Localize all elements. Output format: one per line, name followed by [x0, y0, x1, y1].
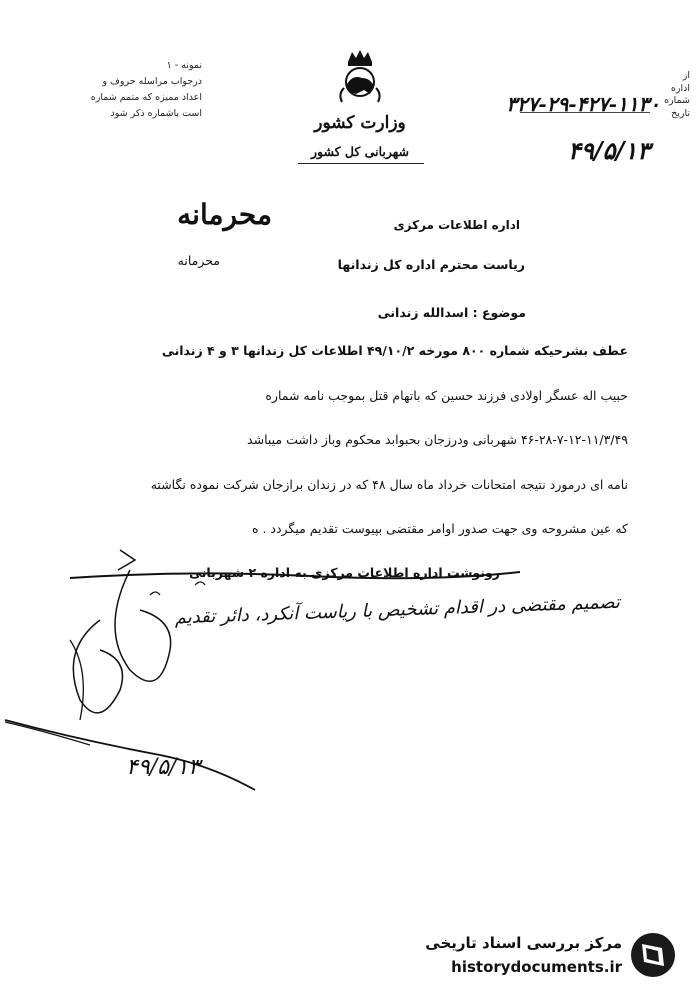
archive-logo-icon: [628, 930, 678, 980]
meta-label-from: از: [682, 70, 690, 81]
from-line: ریاست محترم اداره کل زندانها: [337, 257, 525, 272]
addressee: اداره اطلاعات مرکزی: [393, 218, 520, 232]
reference-date: ۴۹/۵/۱۳: [568, 136, 650, 165]
body-line: نامه ای درمورد نتیجه امتحانات خرداد ماه سال ۴۸ که در زندان برازجان شرکت نموده نگاشته: [150, 477, 628, 492]
meta-label-office: اداره: [670, 82, 690, 94]
department-underline: [298, 163, 424, 164]
body-line: عطف بشرحیکه شماره ۸۰۰ مورخه ۴۹/۱۰/۲ اطلاعات کل زندانها ۳ و ۴ زندانی: [161, 343, 628, 358]
archive-url[interactable]: historydocuments.ir: [451, 958, 622, 976]
body-line: که عین مشروحه وی جهت صدور اوامر مقتضی بپیوست تقدیم میگردد . ه: [251, 521, 628, 536]
form-note-line: نمونه - ۱: [166, 60, 202, 71]
department-name: شهربانی کل کشور: [310, 144, 410, 159]
archive-name: مرکز بررسی اسناد تاریخی: [425, 934, 622, 952]
body-line: ۴۶-۲۸-۷-۱۲-۱۱/۳/۴۹ شهربانی ودرزجان بحبوابد محکوم وباز داشت میباشد: [247, 432, 628, 447]
body-line: حبیب اله عسگر اولادی فرزند حسین که باتهام قتل بموجب نامه شماره: [265, 388, 628, 403]
handwritten-note: تصمیم مقتضی در اقدام تشخیص با ریاست آنکرد، دائر تقدیم: [174, 591, 621, 629]
form-note-line: اعداد ممیزه که متمم شماره: [90, 92, 202, 103]
confidential-stamp: محرمانه: [177, 198, 272, 231]
form-note: [92, 58, 202, 122]
lion-and-sun-emblem-icon: [330, 48, 390, 106]
ministry-name: وزارت کشور: [314, 113, 406, 133]
typed-confidential-label: محرمانه: [177, 253, 220, 268]
form-note-line: است باشماره ذکر شود: [110, 108, 202, 119]
meta-label-date: تاریخ: [671, 107, 690, 119]
form-note-line: درجواب مراسله حروف و: [102, 76, 202, 87]
handwritten-date: ۴۹/۵/۱۳: [126, 755, 200, 780]
cc-line: رونوشت اداره اطلاعات مرکزی به اداره ۲ شهربانی: [189, 565, 500, 580]
subject-line: موضوع : اسدالله زندانی: [377, 305, 526, 320]
reference-number: ۳۲۷-۲۹-۴۲۷-۱۱۳۰: [506, 92, 660, 116]
meta-label-number: شماره: [664, 95, 690, 106]
